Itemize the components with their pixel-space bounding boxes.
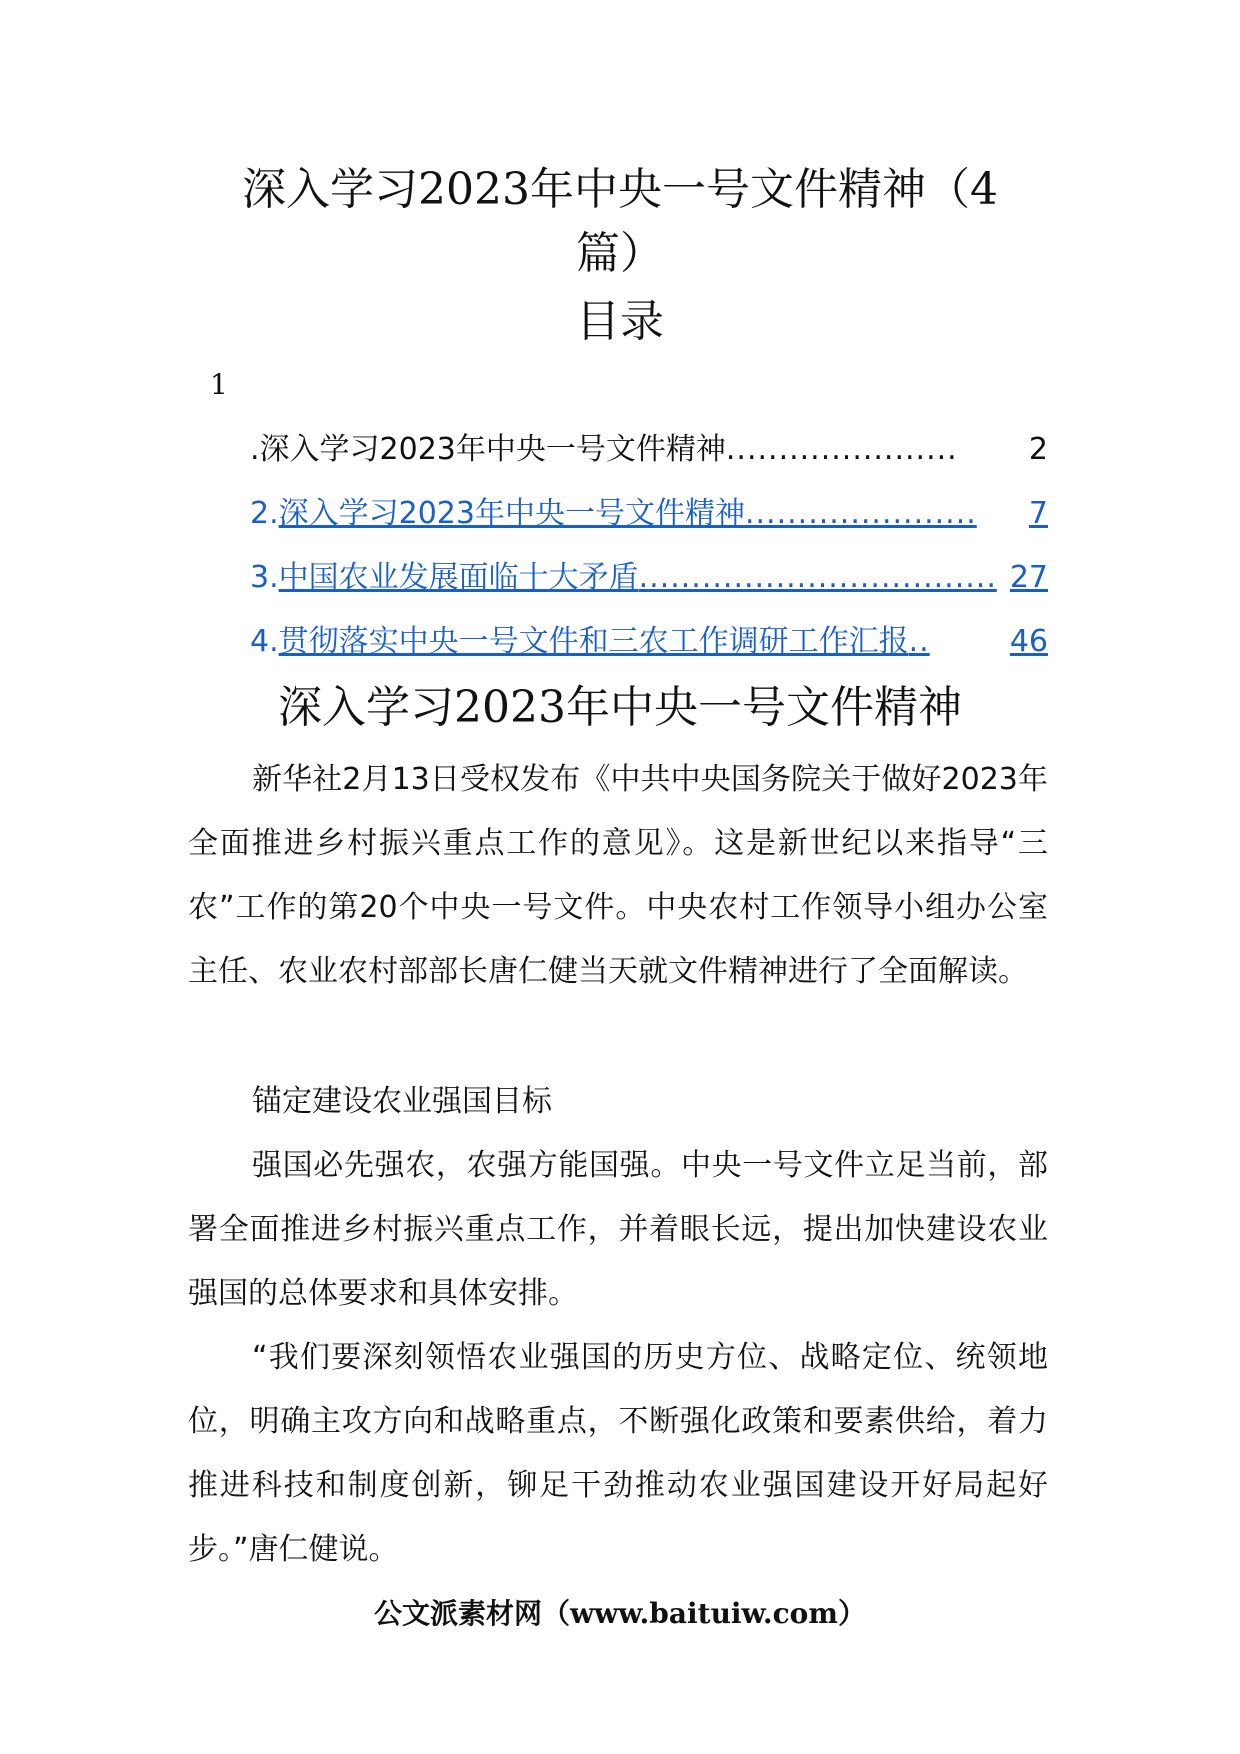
toc-heading: 目录 [576, 296, 664, 347]
toc-entry-1[interactable] [250, 428, 1048, 472]
article-subheading: 锚定建设农业强国目标 [252, 1084, 552, 1119]
toc-entry-number: 2. [250, 496, 279, 531]
toc-entry-number: 3. [250, 560, 279, 595]
article-paragraph-3: “我们要深刻领悟农业强国的历史方位、战略定位、统领地位，明确主攻方向和战略重点，不断强化政策和要素供给，着力推进科技和制度创新，铆足干劲推动农业强国建设开好局起好步。”唐仁健说。 [188, 1340, 1048, 1567]
document-title-line-2: 篇） [576, 228, 664, 279]
page-footer: 公文派素材网（www.baituiw.com） [374, 1597, 866, 1630]
toc-entry-leader[interactable]: ...................... [744, 496, 977, 531]
toc-entry-page[interactable]: 7 [1028, 496, 1048, 531]
toc-entry-page[interactable]: 27 [1009, 560, 1048, 595]
toc-entry-number: 4. [250, 624, 279, 659]
toc-entry-3[interactable] [250, 556, 1048, 600]
toc-entry-link[interactable]: 贯彻落实中央一号文件和三农工作调研工作汇报 [278, 624, 909, 659]
toc-entry-leader[interactable]: .. [908, 624, 930, 659]
toc-entry-4[interactable] [250, 620, 1048, 664]
toc-entry-leader: ...................... [725, 432, 958, 467]
article-paragraph-2: 强国必先强农，农强方能国强。中央一号文件立足当前，部署全面推进乡村振兴重点工作，并着眼长远，提出加快建设农业强国的总体要求和具体安排。 [188, 1148, 1048, 1311]
toc-entry-leader[interactable]: .................................. [638, 560, 997, 595]
toc-entry-link[interactable]: 中国农业发展面临十大矛盾 [278, 560, 639, 595]
toc-entry-page[interactable]: 46 [1009, 624, 1048, 659]
toc-marker: 1 [210, 368, 228, 401]
toc-entry-2[interactable] [250, 492, 1048, 536]
article-title: 深入学习2023年中央一号文件精神 [278, 682, 962, 733]
document-title-line-1: 深入学习2023年中央一号文件精神（4 [242, 164, 998, 215]
article-paragraph-1: 新华社2月13日受权发布《中共中央国务院关于做好2023年全面推进乡村振兴重点工作的意见》。这是新世纪以来指导“三农”工作的第20个中央一号文件。中央农村工作领导小组办公室主任、农业农村部部长唐仁健当天就文件精神进行了全面解读。 [188, 762, 1048, 989]
toc-entry-title: .深入学习2023年中央一号文件精神 [250, 432, 726, 467]
toc-entry-page: 2 [1028, 432, 1048, 467]
toc-entry-link[interactable]: 深入学习2023年中央一号文件精神 [278, 496, 745, 531]
